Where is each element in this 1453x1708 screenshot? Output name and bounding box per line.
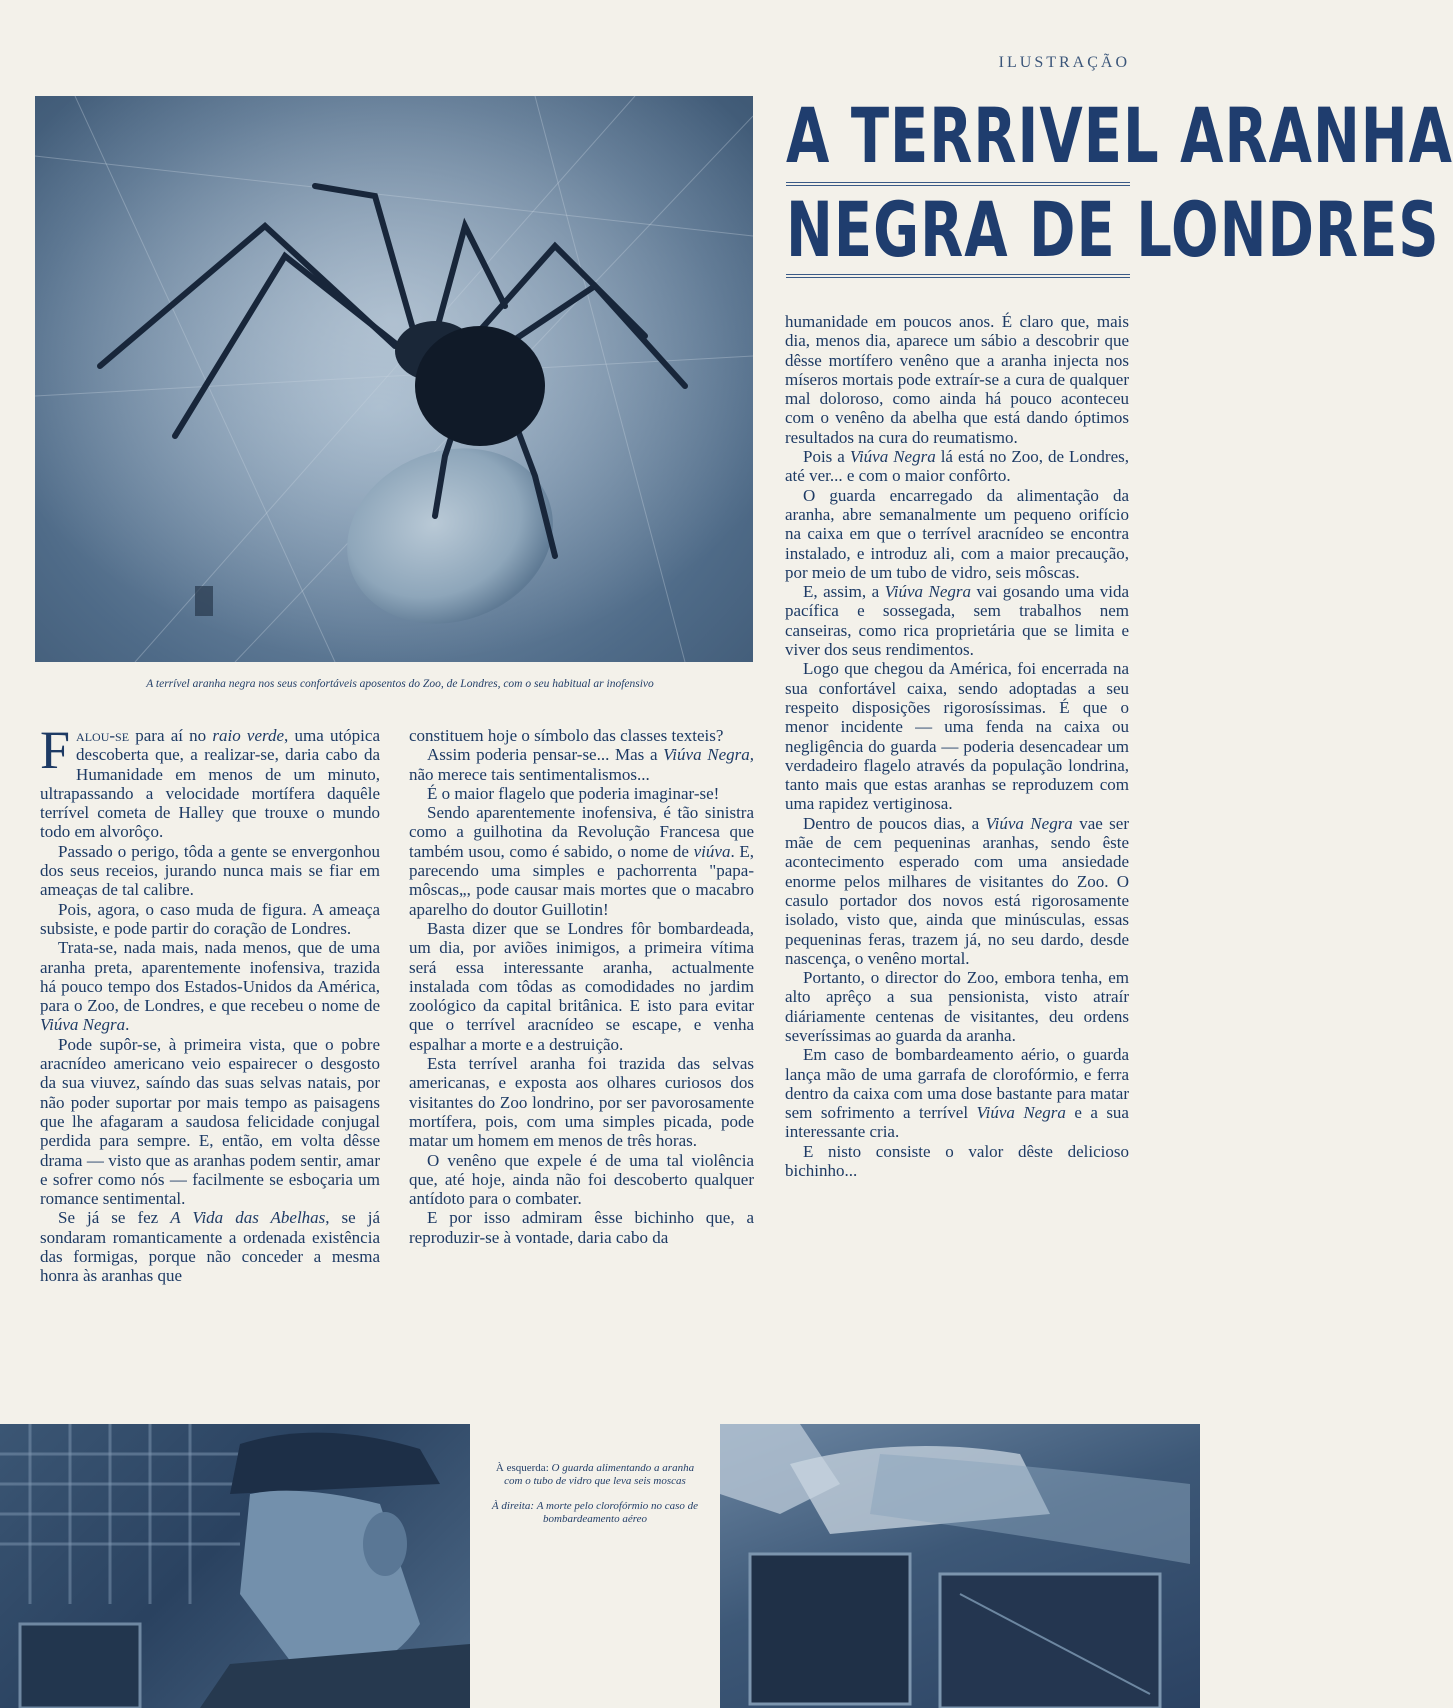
- hero-caption: A terrível aranha negra nos seus confortáveis aposentos do Zoo, de Londres, com o seu habitual ar inofensivo: [146, 678, 654, 690]
- title-line-2: NEGRA DE LONDRES: [786, 187, 1440, 276]
- spider-illustration: [35, 96, 753, 662]
- paragraph: Passado o perigo, tôda a gente se envergonhou dos seus receios, jurando nunca mais se fiar em ameaças de tal calibre.: [40, 841, 380, 900]
- text-column-3: [785, 312, 1129, 1180]
- paragraph: humanidade em poucos anos. É claro que, mais dia, menos dia, aparece um sábio a descobrir que dêsse mortífero venêno que a aranha injecta nos míseros mortais pode extraír-se a cura de qualquer mal doloroso, como ainda há pouco aconteceu com o venêno da abelha que está dando óptimos resultados na cura do reumatismo.: [785, 312, 1129, 447]
- chloroform-illustration: [720, 1424, 1200, 1708]
- paragraph: E, assim, a Viúva Negra vai gosando uma vida pacífica e sossegada, sem trabalhos nem canseiras, como rica proprietária que se limita e viver dos seus rendimentos.: [785, 582, 1129, 660]
- paragraph: Assim poderia pensar-se... Mas a Viúva Negra, não merece tais sentimentalismos...: [409, 745, 754, 784]
- paragraph: Pois, agora, o caso muda de figura. A ameaça subsiste, e pode partir do coração de Londres.: [40, 899, 380, 938]
- paragraph: E por isso admiram êsse bichinho que, a reproduzir-se à vontade, daria cabo da: [409, 1208, 754, 1247]
- paragraph: É o maior flagelo que poderia imaginar-se!: [427, 783, 720, 803]
- text-column-2: [409, 726, 754, 1247]
- paragraph: O guarda encarregado da alimentação da aranha, abre semanalmente um pequeno orifício na caixa em que o terrível aracnídeo se encontra instalado, e introduz ali, com a maior precaução, por meio de um tubo de vidro, seis môscas.: [785, 485, 1129, 582]
- spider-photo: [35, 96, 753, 662]
- paragraph: E nisto consiste o valor dêste delicioso bichinho...: [785, 1141, 1129, 1181]
- guard-feeding-photo: [0, 1424, 470, 1708]
- paragraph: Se já se fez A Vida das Abelhas, se já sondaram romanticamente a ordenada existência das formigas, porque não conceder a mesma honra às aranhas que: [40, 1208, 381, 1286]
- paragraph: O venêno que expele é de uma tal violência que, até hoje, ainda não foi descoberto qualquer antídoto para o combater.: [409, 1150, 754, 1209]
- title-line-1: A TERRIVEL ARANHA: [786, 93, 1453, 182]
- magazine-name: ILUSTRAÇÃO: [998, 54, 1130, 71]
- paragraph: Falou-se para aí no raio verde, uma utópica descoberta que, a realizar-se, daria cabo da Humanidade em menos de um minuto, ultrapassando a velocidade mortífera daquêle terrível cometa de Halley que trouxe o mundo todo em alvorôço.: [40, 720, 380, 842]
- title-divider: [786, 182, 1130, 186]
- text-column-1: [40, 720, 381, 1286]
- paragraph: Pode supôr-se, à primeira vista, que o pobre aracnídeo americano veio espairecer o desgosto da sua viuvez, saíndo das suas selvas natais, por não poder suportar por mais tempo as paisagens que lhe afagaram a saudosa felicidade conjugal perdida para sempre. E, então, em volta dêsse drama — visto que as aranhas podem sentir, amar e sofrer como nós — facilmente se esboçaria um romance sentimental.: [40, 1034, 380, 1209]
- paragraph: Logo que chegou da América, foi encerrada na sua confortável caixa, sendo adoptadas a seu respeito disposições rigorosíssimas. É que o menor incidente — uma fenda na caixa ou negligência do guarda — poderia desencadear um verdadeiro flagelo através da população londrina, tanto mais que estas aranhas se reproduzem com uma rapidez vertiginosa.: [785, 659, 1129, 814]
- paragraph: Portanto, o director do Zoo, embora tenha, em alto aprêço a sua pensionista, visto atraír diáriamente centenas de visitantes, deu ordens severíssimas ao guarda da aranha.: [785, 968, 1129, 1045]
- paragraph: Trata-se, nada mais, nada menos, que de uma aranha preta, aparentemente inofensiva, trazida há pouco tempo dos Estados-Unidos da América, para o Zoo, de Londres, e que recebeu o nome de Viúva Negra.: [40, 938, 380, 1035]
- paragraph: constituem hoje o símbolo das classes texteis?: [409, 726, 724, 745]
- paragraph: Dentro de poucos dias, a Viúva Negra vae ser mãe de cem pequeninas aranhas, sendo êste acontecimento esperado com uma ansiedade enorme pelos milhares de visitantes do Zoo. O casulo portador dos novos está rigorosamente isolado, visto que, ainda que minúsculas, essas pequeninas feras, trazem já, no seu dardo, desde nascença, o venêno mortal.: [785, 813, 1129, 968]
- guard-illustration: [0, 1424, 470, 1708]
- chloroform-photo: [720, 1424, 1200, 1708]
- paragraph: Esta terrível aranha foi trazida das selvas americanas, e exposta aos olhares curiosos dos visitantes do Zoo londrino, por ser pavorosamente mortífera, pois, com uma simples picada, pode matar um homem em menos de três horas.: [409, 1054, 754, 1151]
- paragraph: Basta dizer que se Londres fôr bombardeada, um dia, por aviões inimigos, a primeira vítima será essa interessante aranha, actualmente instalada com tôdas as comodidades no jardim zoológico da capital britânica. E isto para evitar que o terrível aracnídeo se escape, e venha espalhar a morte e a destruição.: [409, 918, 754, 1054]
- paragraph: Em caso de bombardeamento aério, o guarda lança mão de uma garrafa de clorofórmio, e ferra dentro da caixa com uma dose bastante para matar sem sofrimento a terrível Viúva Negra e a sua interessante cria.: [785, 1045, 1129, 1142]
- paragraph: Pois a Viúva Negra lá está no Zoo, de Londres, até ver... e com o maior confôrto.: [785, 447, 1129, 486]
- paragraph: Sendo aparentemente inofensiva, é tão sinistra como a guilhotina da Revolução Francesa que também usou, como é sabido, o nome de viúva. E, parecendo uma simples e pachorrenta "papa-môscas„, pode causar mais mortes que o macabro aparelho do doutor Guillotin!: [409, 803, 754, 919]
- article-title: [786, 93, 1453, 276]
- caption-right: À direita: A morte pelo clorofórmio no caso de bombardeamento aéreo: [491, 1500, 699, 1525]
- bottom-photos-caption: [490, 1462, 700, 1538]
- drop-cap: F: [40, 720, 71, 780]
- caption-left: À esquerda: O guarda alimentando a aranha com o tubo de vidro que leva seis moscas: [495, 1462, 695, 1487]
